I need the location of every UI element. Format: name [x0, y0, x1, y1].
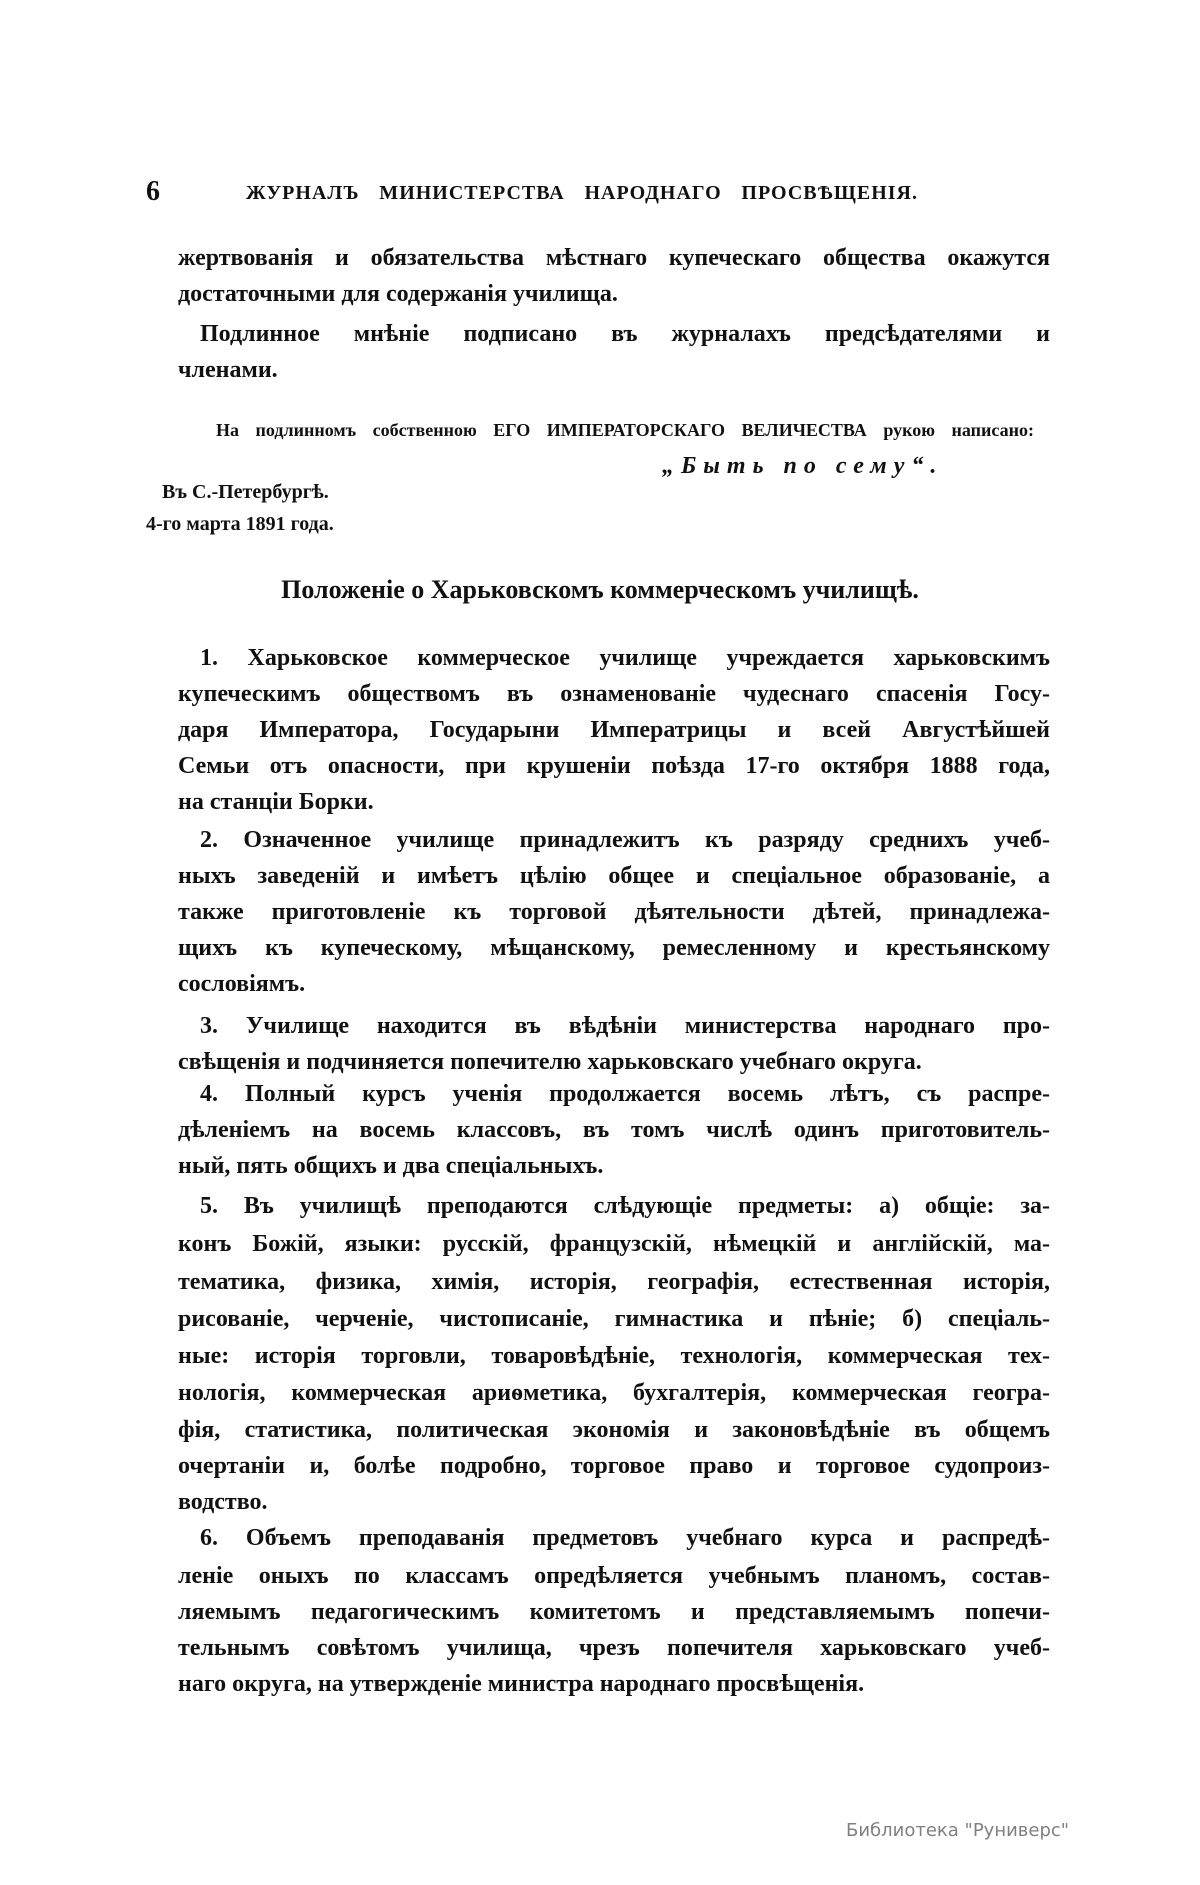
text-line: водство. — [178, 1489, 268, 1515]
text-line: 4. Полный курсъ ученія продолжается восемь лѣтъ, съ распре- — [200, 1081, 1050, 1107]
place-line: Въ С.-Петербургѣ. — [162, 481, 329, 503]
text-line: дѣленіемъ на восемь классовъ, въ томъ числѣ одинъ приготовитель- — [178, 1117, 1050, 1143]
text-line: тельнымъ совѣтомъ училища, чрезъ попечителя харьковскаго учеб- — [178, 1635, 1050, 1661]
date-line: 4-го марта 1891 года. — [146, 513, 334, 535]
text-line: ляемымъ педагогическимъ комитетомъ и представляемымъ попечи- — [178, 1599, 1050, 1625]
text-line: леніе оныхъ по классамъ опредѣляется учебнымъ планомъ, состав- — [178, 1563, 1050, 1589]
text-line: также приготовленіе къ торговой дѣятельности дѣтей, принадлежа- — [178, 899, 1050, 925]
text-line: тематика, физика, химія, исторія, географія, естественная исторія, — [178, 1269, 1050, 1295]
text-line: Подлинное мнѣніе подписано въ журналахъ предсѣдателями и — [200, 321, 1050, 347]
text-line: 5. Въ училищѣ преподаются слѣдующіе предметы: а) общіе: за- — [200, 1193, 1050, 1219]
imperial-resolution: „Быть по сему“. — [662, 453, 944, 479]
text-line: на станціи Борки. — [178, 789, 374, 815]
text-line: даря Императора, Государыни Императрицы и всей Августѣйшей — [178, 717, 1050, 743]
text-line: купеческимъ обществомъ въ ознаменованіе чудеснаго спасенія Госу- — [178, 681, 1050, 707]
text-line: нологія, коммерческая ариѳметика, бухгалтерія, коммерческая геогра- — [178, 1380, 1050, 1406]
text-line: членами. — [178, 357, 278, 383]
text-line: ный, пять общихъ и два спеціальныхъ. — [178, 1153, 604, 1179]
running-title: ЖУРНАЛЪ МИНИСТЕРСТВА НАРОДНАГО ПРОСВѢЩЕНІЯ. — [246, 182, 918, 204]
text-line: конъ Божій, языки: русскій, французскій, нѣмецкій и англійскій, ма- — [178, 1231, 1050, 1257]
text-line: 3. Училище находится въ вѣдѣніи министерства народнаго про- — [200, 1013, 1050, 1039]
text-line: очертаніи и, болѣе подробно, торговое право и торговое судопроиз- — [178, 1453, 1050, 1479]
text-line: ные: исторія торговли, товаровѣдѣніе, технологія, коммерческая тех- — [178, 1343, 1050, 1369]
page-number: 6 — [146, 176, 160, 207]
text-line: 2. Означенное училище принадлежитъ къ разряду среднихъ учеб- — [200, 827, 1050, 853]
text-line: жертвованія и обязательства мѣстнаго купеческаго общества окажутся — [178, 245, 1050, 271]
text-line: щихъ къ купеческому, мѣщанскому, ремесленному и крестьянскому — [178, 935, 1050, 961]
text-line: Семьи отъ опасности, при крушеніи поѣзда 17-го октября 1888 года, — [178, 753, 1050, 779]
section-title: Положеніе о Харьковскомъ коммерческомъ училищѣ. — [281, 575, 919, 604]
text-line: ныхъ заведеній и имѣетъ цѣлію общее и спеціальное образованіе, а — [178, 863, 1050, 889]
text-line: фія, статистика, политическая экономія и законовѣдѣніе въ общемъ — [178, 1417, 1050, 1443]
text-line: наго округа, на утвержденіе министра народнаго просвѣщенія. — [178, 1671, 865, 1697]
text-line: рисованіе, черченіе, чистописаніе, гимнастика и пѣніе; б) спеціаль- — [178, 1306, 1050, 1332]
text-line: достаточными для содержанія училища. — [178, 281, 618, 307]
text-line: свѣщенія и подчиняется попечителю харьковскаго учебнаго округа. — [178, 1049, 922, 1075]
library-watermark: Библиотека "Руниверс" — [846, 1820, 1070, 1841]
imperial-note: На подлинномъ собственною ЕГО ИМПЕРАТОРСКАГО ВЕЛИЧЕСТВА рукою написано: — [216, 420, 1034, 440]
text-line: 6. Объемъ преподаванія предметовъ учебнаго курса и распредѣ- — [200, 1525, 1050, 1551]
text-line: 1. Харьковское коммерческое училище учреждается харьковскимъ — [200, 645, 1050, 671]
text-line: сословіямъ. — [178, 971, 306, 997]
